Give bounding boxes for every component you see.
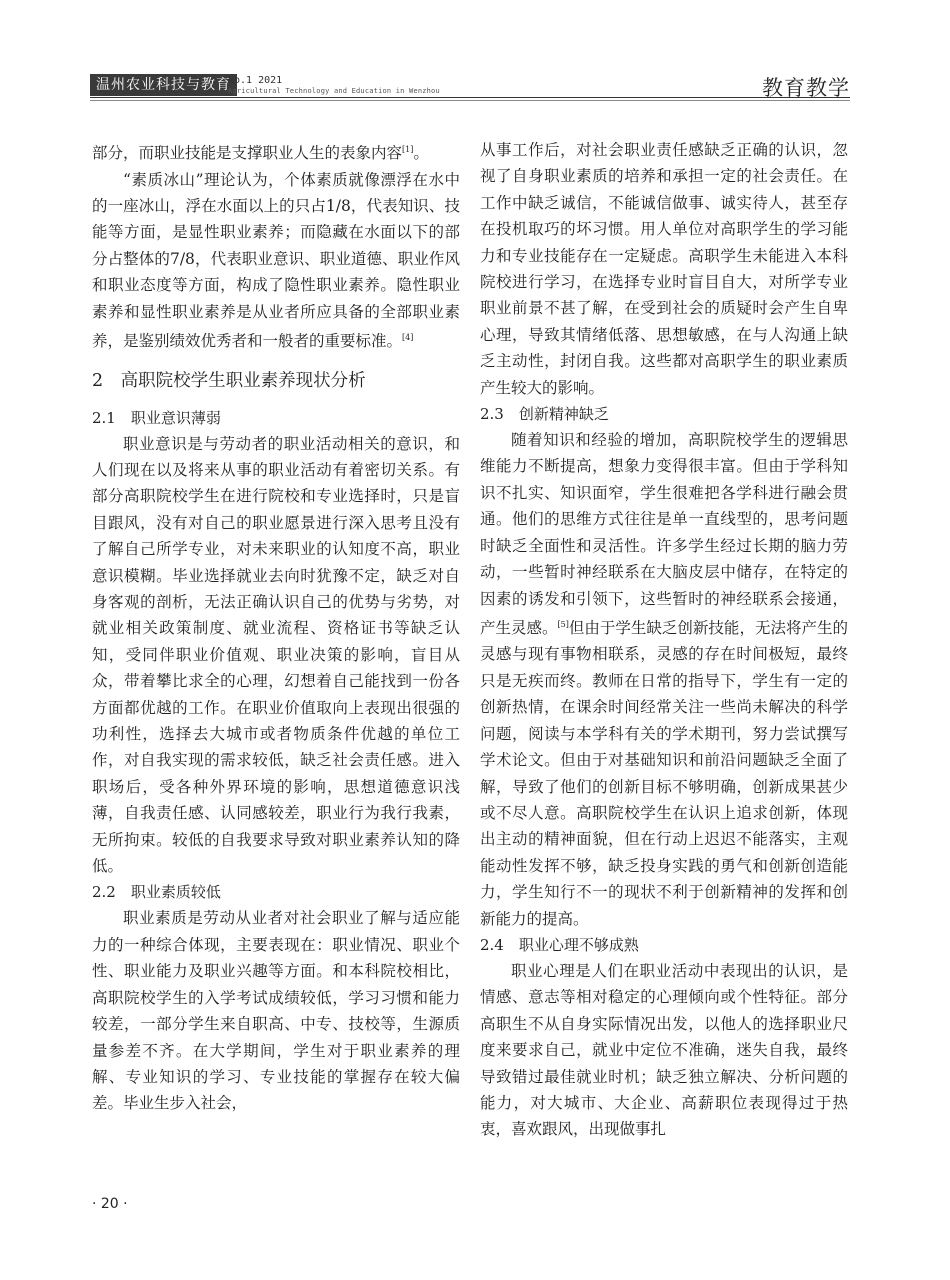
citation: [5] xyxy=(557,619,569,629)
journal-english-title: Agricultural Technology and Education in Wenzhou xyxy=(228,87,440,95)
issue-info xyxy=(228,75,440,97)
page-header xyxy=(90,72,850,100)
issue-number: No.1 2021 xyxy=(228,75,283,86)
paragraph xyxy=(480,427,848,932)
left-column xyxy=(92,137,460,1117)
subsection-heading: 2.1 职业意识薄弱 xyxy=(92,408,221,427)
page-number: · 20 · xyxy=(92,1196,128,1212)
subsection-heading: 2.3 创新精神缺乏 xyxy=(480,405,609,424)
journal-title: 温州农业科技与教育 xyxy=(90,74,237,96)
paragraph: 从事工作后，对社会职业责任感缺乏正确的认识，忽视了自身职业素质的培养和承担一定的社会责任。在工作中缺乏诚信，不能诚信做事、诚实待人，甚至存在投机取巧的坏习惯。用人单位对高职学生的学习能力和专业技能存在一定疑虑。高职学生未能进入本科院校进行学习，在选择专业时盲目自大，对所学专业职业前景不甚了解，在受到社会的质疑时会产生自卑心理，导致其情绪低落、思想敏感，在与人沟通上缺乏主动性，封闭自我。这些都对高职学生的职业素质产生较大的影响。 xyxy=(480,141,848,397)
header-rule xyxy=(90,97,850,98)
right-column xyxy=(480,137,848,1143)
header-rule-thin xyxy=(90,100,850,101)
section-title: 教育教学 xyxy=(762,76,850,100)
subsection-heading: 2.2 职业素质较低 xyxy=(92,883,221,902)
paragraph-text: “素质冰山”理论认为，个体素质就像漂浮在水中的一座冰山，浮在水面以上的只占1/8，代表知识、技能等方面，是显性职业素养；而隐藏在水面以下的部分占整体的7/8，代表职业意识、职业道德、职业作风和职业态度等方面，构成了隐性职业素养。隐性职业素养和显性职业素养是从业者所应具备的全部职业素养，是鉴别绩效优秀者和一般者的重要标准。 xyxy=(92,170,460,351)
paragraph: 部分，而职业技能是支撑职业人生的表象内容[1]。 xyxy=(92,144,429,163)
subsection-heading: 2.4 职业心理不够成熟 xyxy=(480,935,639,954)
citation: [1] xyxy=(402,145,414,154)
paragraph-text: 随着知识和经验的增加，高职院校学生的逻辑思维能力不断提高，想象力变得很丰富。但由于学科知识不扎实、知识面窄，学生很难把各学科进行融会贯通。他们的思维方式往往是单一直线型的，思考问题时缺乏全面性和灵活性。许多学生经过长期的脑力劳动，一些暂时神经联系在大脑皮层中储存，在特定的因素的诱发和引领下，这些暂时的神经联系会接通，产生灵感。 xyxy=(480,431,848,638)
paragraph-text: 部分，而职业技能是支撑职业人生的表象内容 xyxy=(92,144,403,163)
paragraph: 职业心理是人们在职业活动中表现出的认识，是情感、意志等相对稳定的心理倾向或个性特征。部分高职生不从自身实际情况出发，以他人的选择职业尺度来要求自己，就业中定位不准确，迷失自我，最终导致错过最佳就业时机；缺乏独立解决、分析问题的能力，对大城市、大企业、高薪职位表现得过于热衷，喜欢跟风，出现做事扎 xyxy=(480,961,848,1139)
paragraph: 职业意识是与劳动者的职业活动相关的意识，和人们现在以及将来从事的职业活动有着密切关系。有部分高职院校学生在进行院校和专业选择时，只是盲目跟风，没有对自己的职业愿景进行深入思考且没有了解自己所学专业，对未来职业的认知度不高，职业意识模糊。毕业选择就业去向时犹豫不定，缺乏对自身客观的剖析，无法正确认识自己的优势与劣势，对就业相关政策制度、就业流程、资格证书等缺乏认知，受同伴职业价值观、职业决策的影响，盲目从众，带着攀比求全的心理，幻想着自己能找到一份各方面都优越的工作。在职业价值取向上表现出很强的功利性，选择去大城市或者物质条件优越的单位工作，对自我实现的需求较低，缺乏社会责任感。进入职场后，受各种外界环境的影响，思想道德意识浅薄，自我责任感、认同感较差，职业行为我行我素，无所拘束。较低的自我要求导致对职业素养认知的降低。 xyxy=(92,434,460,876)
paragraph-text: 但由于学生缺乏创新技能，无法将产生的灵感与现有事物相联系，灵感的存在时间极短，最终只是无疾而终。教师在日常的指导下，学生有一定的创新热情，在课余时间经常关注一些尚未解决的科学问题，阅读与本学科有关的学术期刊，努力尝试撰写学术论文。但由于对基础知识和前沿问题缺乏全面了解，导致了他们的创新目标不够明确，创新成果甚少或不尽人意。高职院校学生在认识上追求创新，体现出主动的精神面貌，但在行动上迟迟不能落实，主观能动性发挥不够，缺乏投身实践的勇气和创新创造能力，学生知行不一的现状不利于创新精神的发挥和创新能力的提高。 xyxy=(480,619,848,928)
paragraph: 职业素质是劳动从业者对社会职业了解与适应能力的一种综合体现，主要表现在：职业情况、职业个性、职业能力及职业兴趣等方面。和本科院校相比，高职院校学生的入学考试成绩较低，学习习惯和能力较差，一部分学生来自职高、中专、技校等，生源质量参差不齐。在大学期间，学生对于职业素养的理解、专业知识的学习、专业技能的掌握存在较大偏差。毕业生步入社会， xyxy=(92,909,460,1113)
citation: [4] xyxy=(402,333,414,342)
paragraph xyxy=(92,167,460,355)
section-heading: 2 高职院校学生职业素养现状分析 xyxy=(92,370,366,391)
